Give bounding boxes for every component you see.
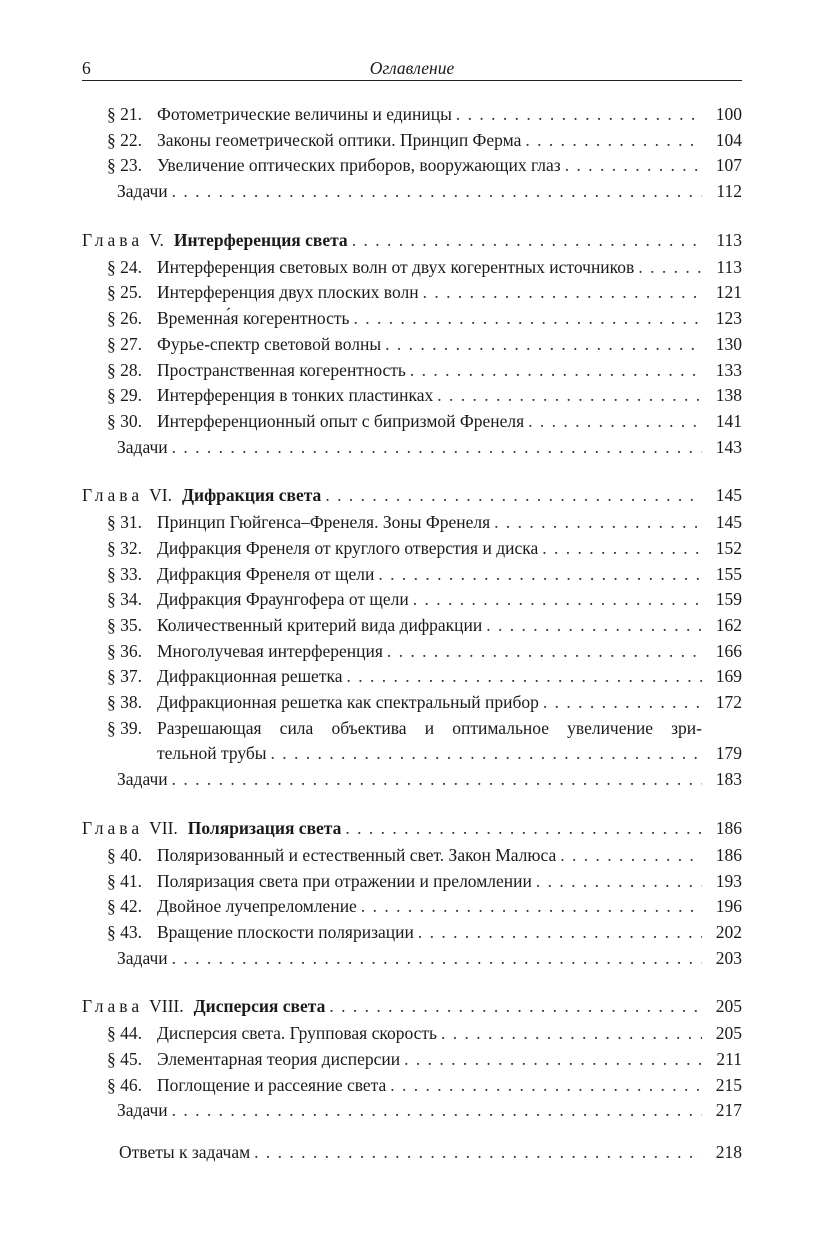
section-number: § 42.	[107, 896, 142, 917]
section-number: § 25.	[107, 282, 142, 303]
section-title: Разрешающая сила объектива и оптимальное увеличение зри-	[157, 717, 702, 738]
section-title: Количественный критерий вида дифракции	[157, 615, 483, 635]
section-number: § 41.	[107, 870, 142, 891]
section-number: § 33.	[107, 563, 142, 584]
chapter-label: Глава	[82, 485, 144, 506]
page-number: 155	[715, 563, 742, 584]
section-title: Дисперсия света. Групповая скорость	[157, 1023, 438, 1044]
dot-leader	[345, 814, 702, 843]
running-title: Оглавление	[369, 58, 455, 78]
chapter-title: Дифракция света	[181, 485, 322, 506]
dot-leader	[325, 481, 702, 510]
toc-entry-row[interactable]	[82, 332, 742, 358]
dot-leader	[494, 510, 702, 536]
section-title: Дифракционная решетка	[157, 666, 343, 687]
section-title: Дифракция Френеля от щели	[157, 563, 375, 584]
section-number: § 46.	[107, 1074, 142, 1095]
dot-leader	[565, 153, 702, 179]
problems-title: Задачи	[117, 436, 168, 457]
section-title: Дифракция Френеля от круглого отверстия и диска	[157, 537, 539, 558]
toc-entry-row[interactable]	[82, 920, 742, 946]
toc-entry-row[interactable]	[82, 690, 742, 716]
chapter-number: VI.	[149, 485, 172, 506]
dot-leader	[542, 536, 702, 562]
page-number: 169	[715, 666, 742, 687]
toc-entry-row[interactable]	[82, 562, 742, 588]
toc-problems-row[interactable]	[82, 179, 742, 205]
page-number: 186	[715, 844, 742, 865]
section-number: § 44.	[107, 1023, 142, 1044]
dot-leader	[441, 1021, 702, 1047]
page-number: 121	[715, 282, 742, 303]
dot-leader	[404, 1047, 702, 1073]
toc-entry-row[interactable]	[82, 1047, 742, 1073]
toc-entry-row[interactable]	[82, 153, 742, 179]
page-number: 112	[716, 181, 742, 202]
dot-leader	[536, 869, 702, 895]
running-header	[82, 56, 742, 81]
toc-problems-row[interactable]	[82, 435, 742, 461]
page-number: 143	[715, 436, 742, 457]
toc-entry-row[interactable]	[82, 869, 742, 895]
section-number: § 21.	[107, 104, 142, 124]
section-title: Элементарная теория дисперсии	[157, 1048, 401, 1069]
section-number: § 30.	[107, 410, 142, 431]
section-number: § 37.	[107, 666, 142, 687]
dot-leader	[172, 179, 702, 205]
chapter-label: Глава	[82, 229, 144, 250]
section-number: § 29.	[107, 385, 142, 406]
chapter-number: V.	[149, 229, 164, 250]
section-title: Дифракционная решетка как спектральный прибор	[157, 692, 539, 713]
section-title: Вращение плоскости поляризации	[157, 921, 414, 942]
section-number: § 45.	[107, 1048, 142, 1069]
section-title: Пространственная когерентность	[157, 359, 406, 380]
toc-chapter-row[interactable]	[82, 481, 742, 510]
toc-entry-row[interactable]	[82, 128, 742, 154]
section-number: § 43.	[107, 921, 142, 942]
section-title: Временна́я когерентность	[157, 308, 350, 329]
toc-problems-row[interactable]	[82, 1098, 742, 1124]
page-number: 183	[715, 769, 742, 790]
dot-leader	[172, 767, 702, 793]
toc-chapter-row[interactable]	[82, 814, 742, 843]
toc-entry-row[interactable]	[82, 409, 742, 435]
toc-chapter-row[interactable]	[82, 992, 742, 1021]
toc-entry-row[interactable]	[82, 1021, 742, 1047]
toc-entry-row[interactable]	[82, 664, 742, 690]
chapter-number: VIII.	[149, 996, 184, 1017]
section-title: Поляризация света при отражении и преломлении	[157, 870, 532, 891]
section-title: Поляризованный и естественный свет. Закон Малюса	[157, 844, 557, 865]
page-number: 211	[716, 1048, 742, 1069]
toc-problems-row[interactable]	[82, 946, 742, 972]
page-number: 203	[715, 947, 742, 968]
toc-entry-row[interactable]	[82, 358, 742, 384]
section-title: Поглощение и рассеяние света	[157, 1074, 387, 1095]
chapter-label: Глава	[82, 817, 144, 838]
chapter-label: Глава	[82, 996, 144, 1017]
section-number: § 36.	[107, 640, 142, 661]
toc-entry-row[interactable]	[82, 587, 742, 613]
page-number: 138	[715, 385, 742, 406]
section-title-continuation: тельной трубы	[157, 743, 267, 764]
section-title: Законы геометрической оптики. Принцип Ферма	[157, 129, 522, 150]
toc-answers-row[interactable]	[82, 1140, 742, 1166]
section-title: Увеличение оптических приборов, вооружающих глаз	[157, 155, 561, 176]
problems-title: Задачи	[117, 181, 168, 202]
toc-entry-row[interactable]	[82, 280, 742, 306]
chapter-title: Поляризация света	[187, 817, 342, 838]
toc-entry-row[interactable]	[82, 102, 742, 128]
page-number: 145	[715, 485, 742, 506]
dot-leader	[172, 1098, 702, 1124]
dot-leader	[423, 280, 702, 306]
page-number: 107	[715, 155, 742, 176]
section-number: § 31.	[107, 512, 142, 533]
dot-leader	[525, 128, 702, 154]
page-number: 215	[715, 1074, 742, 1095]
dot-leader	[418, 920, 702, 946]
section-title: Фотометрические величины и единицы	[157, 104, 452, 124]
page-number: 218	[715, 1142, 742, 1162]
section-title: Интерференция световых волн от двух когерентных источников	[157, 256, 635, 277]
section-number: § 38.	[107, 692, 142, 713]
page-number: 113	[716, 256, 742, 277]
page-number: 196	[715, 896, 742, 917]
toc-entry-row[interactable]	[82, 510, 742, 536]
toc-entry-row[interactable]	[82, 613, 742, 639]
page-number: 133	[715, 359, 742, 380]
section-number: § 40.	[107, 844, 142, 865]
dot-leader	[638, 255, 702, 281]
page-number: 113	[716, 229, 742, 250]
toc-entry-row[interactable]	[82, 383, 742, 409]
problems-title: Задачи	[117, 1100, 168, 1121]
section-number: § 32.	[107, 537, 142, 558]
page-number: 152	[715, 537, 742, 558]
section-number: § 28.	[107, 359, 142, 380]
toc-entry-row[interactable]	[82, 843, 742, 869]
page-number: 123	[715, 308, 742, 329]
dot-leader	[385, 332, 702, 358]
page-number: 186	[715, 817, 742, 838]
section-title: Дифракция Фраунгофера от щели	[157, 589, 409, 610]
dot-leader	[254, 1140, 702, 1166]
page-number: 205	[715, 996, 742, 1017]
page-number: 179	[715, 743, 742, 764]
dot-leader	[354, 306, 702, 332]
page-number: 166	[715, 640, 742, 661]
toc-problems-row[interactable]	[82, 767, 742, 793]
section-title: Принцип Гюйгенса–Френеля. Зоны Френеля	[157, 512, 491, 533]
dot-leader	[361, 894, 702, 920]
dot-leader	[329, 992, 702, 1021]
dot-leader	[271, 741, 702, 767]
dot-leader	[543, 690, 702, 716]
section-title: Интерференция в тонких пластинках	[157, 385, 434, 406]
section-number: § 35.	[107, 615, 142, 635]
dot-leader	[390, 1073, 702, 1099]
dot-leader	[378, 562, 702, 588]
page-number: 172	[715, 692, 742, 713]
dot-leader	[437, 383, 702, 409]
dot-leader	[352, 226, 702, 255]
section-number: § 26.	[107, 308, 142, 329]
section-number: § 22.	[107, 129, 142, 150]
page-number: 159	[715, 589, 742, 610]
section-title: Интерференционный опыт с бипризмой Френеля	[157, 410, 525, 431]
toc-entry-row[interactable]	[82, 255, 742, 281]
problems-title: Задачи	[117, 947, 168, 968]
toc-entry-row[interactable]	[82, 536, 742, 562]
toc-entry-row[interactable]	[82, 1073, 742, 1099]
table-of-contents	[82, 102, 742, 1166]
problems-title: Задачи	[117, 769, 168, 790]
toc-entry-row[interactable]	[82, 716, 742, 742]
section-title: Многолучевая интерференция	[157, 640, 383, 661]
dot-leader	[172, 946, 702, 972]
page-number: 217	[715, 1100, 742, 1121]
section-title: Двойное лучепреломление	[157, 896, 357, 917]
dot-leader	[413, 587, 702, 613]
answers-title: Ответы к задачам	[119, 1142, 251, 1162]
chapter-number: VII.	[149, 817, 178, 838]
section-number: § 24.	[107, 256, 142, 277]
section-title: Фурье-спектр световой волны	[157, 333, 382, 354]
dot-leader	[410, 358, 702, 384]
page-number: 205	[715, 1023, 742, 1044]
dot-leader	[346, 664, 702, 690]
dot-leader	[560, 843, 702, 869]
section-number: § 27.	[107, 333, 142, 354]
section-number: § 23.	[107, 155, 142, 176]
page-number: 100	[715, 104, 742, 124]
page-number: 141	[715, 410, 742, 431]
section-number: § 39.	[107, 717, 142, 738]
toc-chapter-row[interactable]	[82, 226, 742, 255]
chapter-title: Дисперсия света	[193, 996, 326, 1017]
page-number: 104	[715, 129, 742, 150]
page-number: 162	[715, 615, 742, 635]
toc-entry-row[interactable]	[82, 306, 742, 332]
chapter-title: Интерференция света	[173, 229, 348, 250]
dot-leader	[528, 409, 702, 435]
dot-leader	[172, 435, 702, 461]
page-number: 6	[82, 58, 91, 78]
toc-entry-row[interactable]	[82, 639, 742, 665]
dot-leader	[387, 639, 702, 665]
dot-leader	[456, 102, 702, 128]
page-number: 145	[715, 512, 742, 533]
section-number: § 34.	[107, 589, 142, 610]
page-number: 130	[715, 333, 742, 354]
dot-leader	[486, 613, 702, 639]
page-number: 202	[715, 921, 742, 942]
section-title: Интерференция двух плоских волн	[157, 282, 419, 303]
page-number: 193	[715, 870, 742, 891]
toc-entry-row-continuation[interactable]	[82, 741, 742, 767]
toc-entry-row[interactable]	[82, 894, 742, 920]
